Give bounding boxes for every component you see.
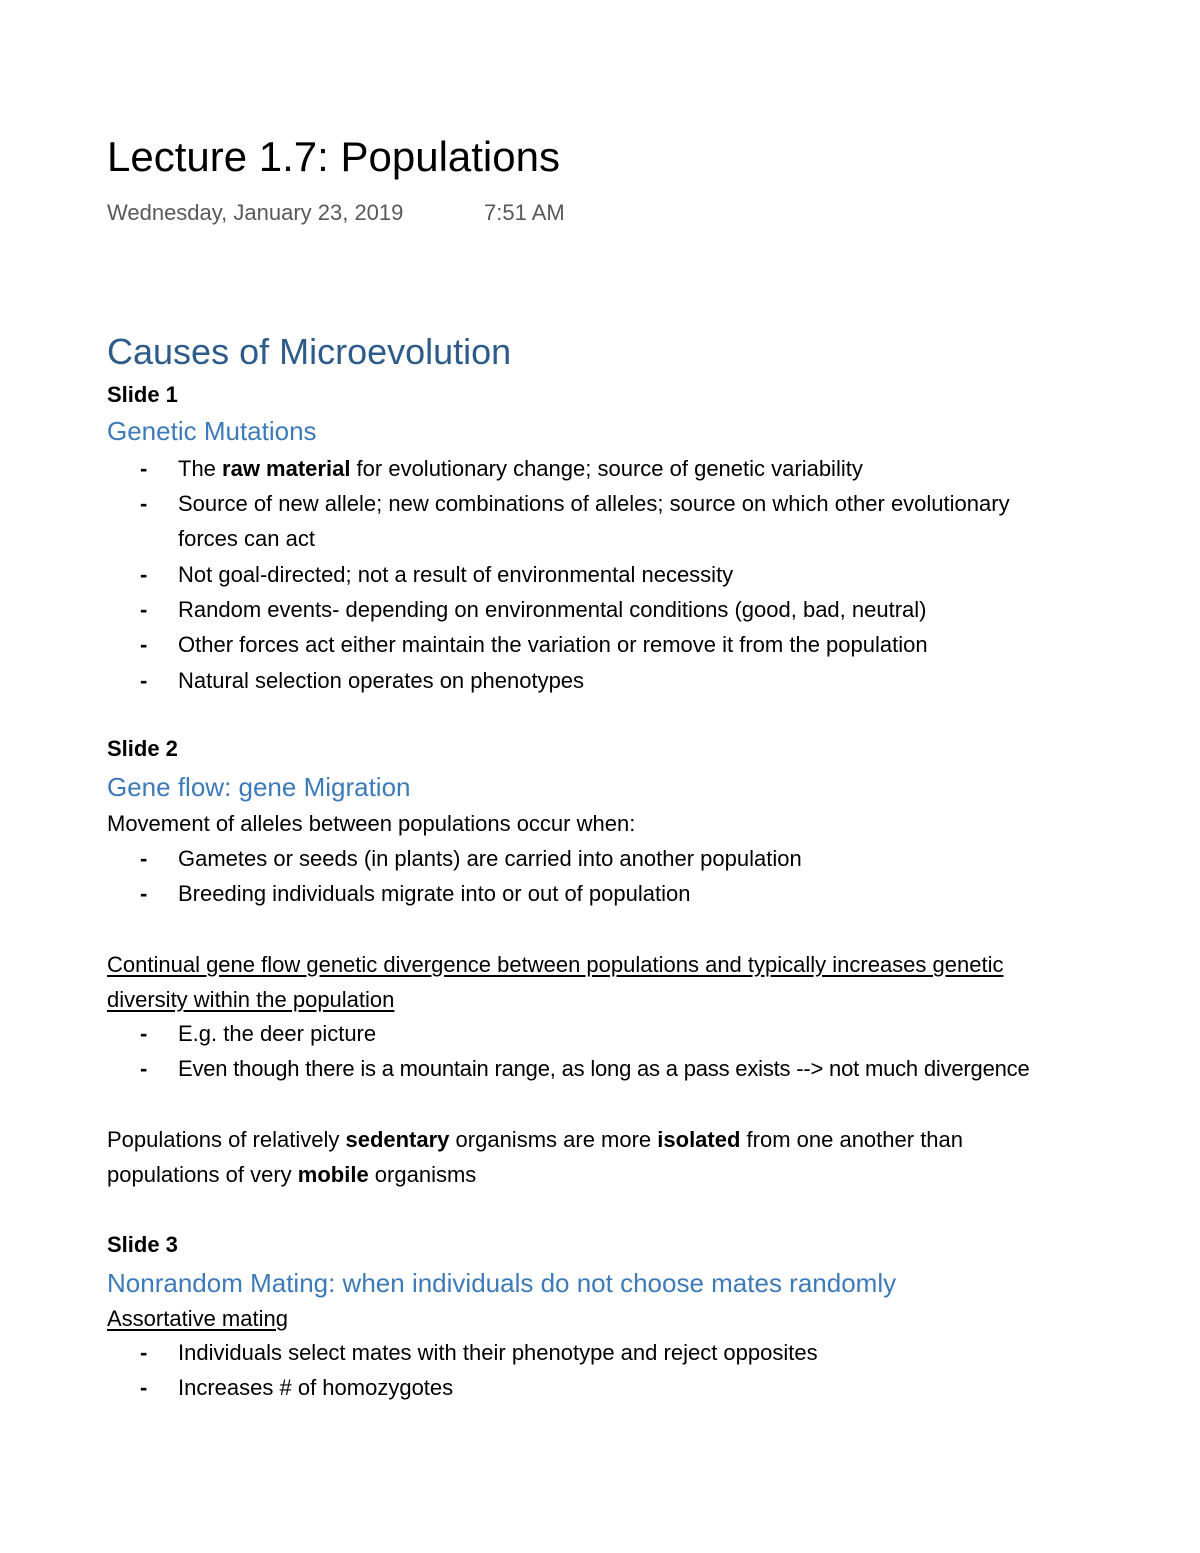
bullet-marker: -: [140, 1375, 148, 1400]
bullet-marker: -: [140, 1340, 148, 1365]
bold-term: raw material: [222, 456, 351, 481]
list-item: Source of new allele; new combinations of alleles; source on which other evolutionary: [178, 491, 1010, 516]
list-item: Breeding individuals migrate into or out of population: [178, 881, 691, 906]
paragraph-text: organisms are more: [449, 1127, 658, 1152]
paragraph-text: organisms: [368, 1162, 477, 1187]
underlined-statement-continuation: diversity within the population: [107, 987, 395, 1012]
bullet-marker: -: [140, 632, 148, 657]
paragraph-line: [107, 1162, 476, 1188]
paragraph-text: Populations of relatively: [107, 1127, 346, 1152]
bullet-marker: -: [140, 846, 148, 871]
bold-term: isolated: [657, 1127, 741, 1152]
bullet-marker: -: [140, 1056, 148, 1081]
bold-term: sedentary: [345, 1127, 450, 1152]
bullet-marker: -: [140, 881, 148, 906]
page-title: Lecture 1.7: Populations: [107, 133, 560, 180]
paragraph-text: from one another than: [740, 1127, 964, 1152]
bold-term: mobile: [297, 1162, 369, 1187]
slide-1-heading: Genetic Mutations: [107, 416, 317, 446]
bullet-text: The: [178, 456, 223, 481]
list-item: Even though there is a mountain range, as long as a pass exists --> not much divergence: [178, 1056, 1030, 1081]
paragraph-line: [107, 1127, 963, 1153]
bullet-marker: -: [140, 668, 148, 693]
slide-3-heading: Nonrandom Mating: when individuals do not choose mates randomly: [107, 1268, 897, 1298]
list-item: Increases # of homozygotes: [178, 1375, 454, 1400]
list-item: Individuals select mates with their phenotype and reject opposites: [178, 1340, 818, 1365]
paragraph-text: populations of very: [107, 1162, 298, 1187]
page-date: Wednesday, January 23, 2019: [107, 200, 404, 225]
slide-2-intro: Movement of alleles between populations occur when:: [107, 811, 636, 836]
list-item: Natural selection operates on phenotypes: [178, 668, 585, 693]
bullet-marker: -: [140, 456, 148, 481]
list-item: [178, 456, 863, 482]
list-item: Other forces act either maintain the variation or remove it from the population: [178, 632, 928, 657]
slide-3-label: Slide 3: [107, 1232, 178, 1257]
bullet-marker: -: [140, 491, 148, 516]
list-item: Gametes or seeds (in plants) are carried into another population: [178, 846, 802, 871]
slide-2-label: Slide 2: [107, 736, 178, 761]
section-title: Causes of Microevolution: [107, 331, 512, 372]
bullet-marker: -: [140, 562, 148, 587]
page-time: 7:51 AM: [484, 200, 565, 225]
slide-1-label: Slide 1: [107, 382, 178, 407]
bullet-marker: -: [140, 597, 148, 622]
list-item: Random events- depending on environmental conditions (good, bad, neutral): [178, 597, 927, 622]
list-item: Not goal-directed; not a result of environmental necessity: [178, 562, 734, 587]
list-item: E.g. the deer picture: [178, 1021, 377, 1046]
slide-3-subheading: Assortative mating: [107, 1306, 288, 1331]
underlined-statement: Continual gene flow genetic divergence between populations and typically increases genetic: [107, 952, 1004, 977]
bullet-text: for evolutionary change; source of genetic variability: [350, 456, 863, 481]
bullet-marker: -: [140, 1021, 148, 1046]
list-item-continuation: forces can act: [178, 526, 315, 551]
slide-2-heading: Gene flow: gene Migration: [107, 772, 411, 802]
